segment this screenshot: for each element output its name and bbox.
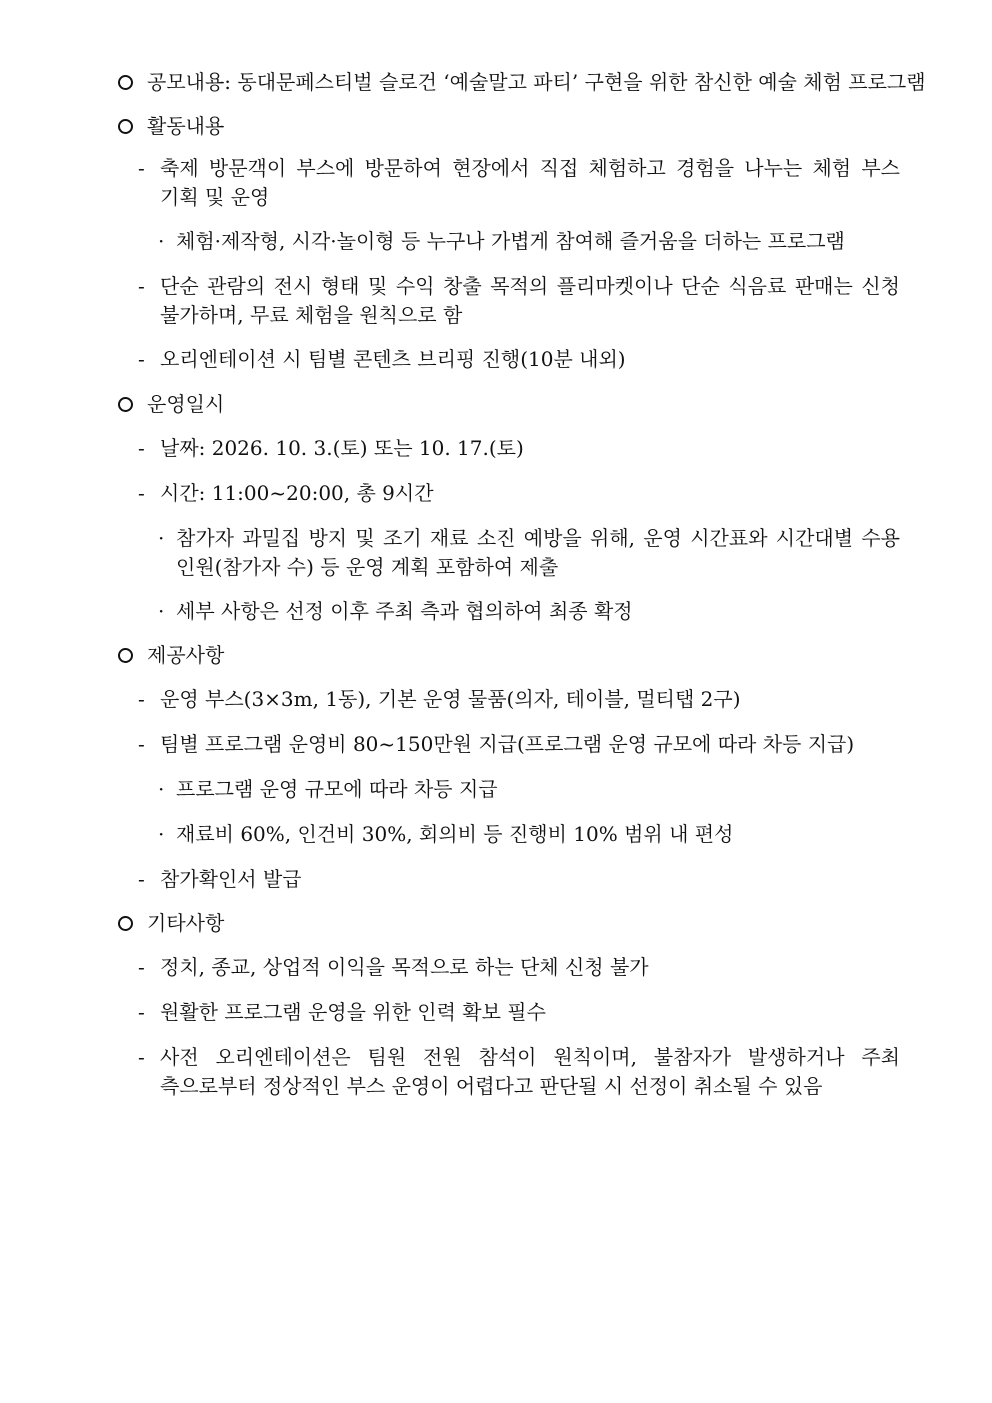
dash-bullet: -: [138, 347, 145, 371]
circle-bullet-icon: [118, 75, 133, 90]
sub-list-item: [158, 227, 900, 256]
dash-bullet: -: [138, 867, 145, 891]
list-item-text: 날짜: 2026. 10. 3.(토) 또는 10. 17.(토): [160, 436, 524, 460]
list-item-text: 운영 부스(3×3m, 1동), 기본 운영 물품(의자, 테이블, 멀티탭 2구): [160, 687, 741, 711]
list-item-text: 단순 관람의 전시 형태 및 수익 창출 목적의 플리마켓이나 단순 식음료 판매는 신청 불가하며, 무료 체험을 원칙으로 함: [160, 274, 900, 327]
list-item: [138, 345, 900, 374]
list-item-text: 정치, 종교, 상업적 이익을 목적으로 하는 단체 신청 불가: [160, 955, 649, 979]
sub-list-item: [158, 775, 900, 804]
dash-bullet: -: [138, 732, 145, 756]
list-item-text: 축제 방문객이 부스에 방문하여 현장에서 직접 체험하고 경험을 나누는 체험 부스 기획 및 운영: [160, 156, 900, 209]
sub-list-item: [158, 820, 900, 849]
sub-list-item-text: 참가자 과밀집 방지 및 조기 재료 소진 예방을 위해, 운영 시간표와 시간대별 수용 인원(참가자 수) 등 운영 계획 포함하여 제출: [176, 526, 900, 579]
sub-list-item: [158, 597, 900, 626]
dot-bullet: ·: [158, 777, 165, 801]
sub-list-item-text: 체험·제작형, 시각·놀이형 등 누구나 가볍게 참여해 즐거움을 더하는 프로그램: [176, 229, 845, 253]
circle-bullet-icon: [118, 119, 133, 134]
section-heading-text: 공모내용: 동대문페스티벌 슬로건 ‘예술말고 파티’ 구현을 위한 참신한 예술 체험 프로그램: [147, 70, 926, 94]
list-item: [138, 865, 900, 894]
list-item: [138, 730, 900, 759]
dash-bullet: -: [138, 1000, 145, 1024]
dash-bullet: -: [138, 1045, 145, 1069]
dot-bullet: ·: [158, 526, 165, 550]
dash-bullet: -: [138, 687, 145, 711]
section-heading-text: 활동내용: [147, 114, 225, 138]
list-item: [138, 1043, 900, 1101]
sub-list-item-text: 세부 사항은 선정 이후 주최 측과 협의하여 최종 확정: [176, 599, 633, 623]
list-item-text: 시간: 11:00~20:00, 총 9시간: [160, 481, 434, 505]
list-item-text: 원활한 프로그램 운영을 위한 인력 확보 필수: [160, 1000, 546, 1024]
section-heading-text: 제공사항: [147, 643, 225, 667]
sub-list-item: [158, 524, 900, 582]
list-item-text: 참가확인서 발급: [160, 867, 302, 891]
dash-bullet: -: [138, 156, 145, 180]
dot-bullet: ·: [158, 822, 165, 846]
list-item-text: 오리엔테이션 시 팀별 콘텐츠 브리핑 진행(10분 내외): [160, 347, 626, 371]
dash-bullet: -: [138, 481, 145, 505]
dot-bullet: ·: [158, 229, 165, 253]
dot-bullet: ·: [158, 599, 165, 623]
circle-bullet-icon: [118, 648, 133, 663]
section-heading-provision: [118, 642, 908, 668]
list-item-text: 팀별 프로그램 운영비 80~150만원 지급(프로그램 운영 규모에 따라 차등 지급): [160, 732, 855, 756]
section-heading-text: 기타사항: [147, 911, 225, 935]
list-item: [138, 685, 900, 714]
list-item: [138, 479, 900, 508]
list-item: [138, 154, 900, 212]
section-heading-contest: [118, 69, 926, 95]
list-item-text: 사전 오리엔테이션은 팀원 전원 참석이 원칙이며, 불참자가 발생하거나 주최 측으로부터 정상적인 부스 운영이 어렵다고 판단될 시 선정이 취소될 수 있음: [160, 1045, 900, 1098]
sub-list-item-text: 프로그램 운영 규모에 따라 차등 지급: [176, 777, 498, 801]
circle-bullet-icon: [118, 397, 133, 412]
list-item: [138, 434, 900, 463]
section-heading-text: 운영일시: [147, 392, 225, 416]
list-item: [138, 998, 900, 1027]
section-heading-activity: [118, 113, 908, 139]
dash-bullet: -: [138, 955, 145, 979]
dash-bullet: -: [138, 436, 145, 460]
list-item: [138, 272, 900, 330]
dash-bullet: -: [138, 274, 145, 298]
list-item: [138, 953, 900, 982]
circle-bullet-icon: [118, 916, 133, 931]
section-heading-schedule: [118, 391, 908, 417]
sub-list-item-text: 재료비 60%, 인건비 30%, 회의비 등 진행비 10% 범위 내 편성: [176, 822, 734, 846]
section-heading-etc: [118, 910, 908, 936]
